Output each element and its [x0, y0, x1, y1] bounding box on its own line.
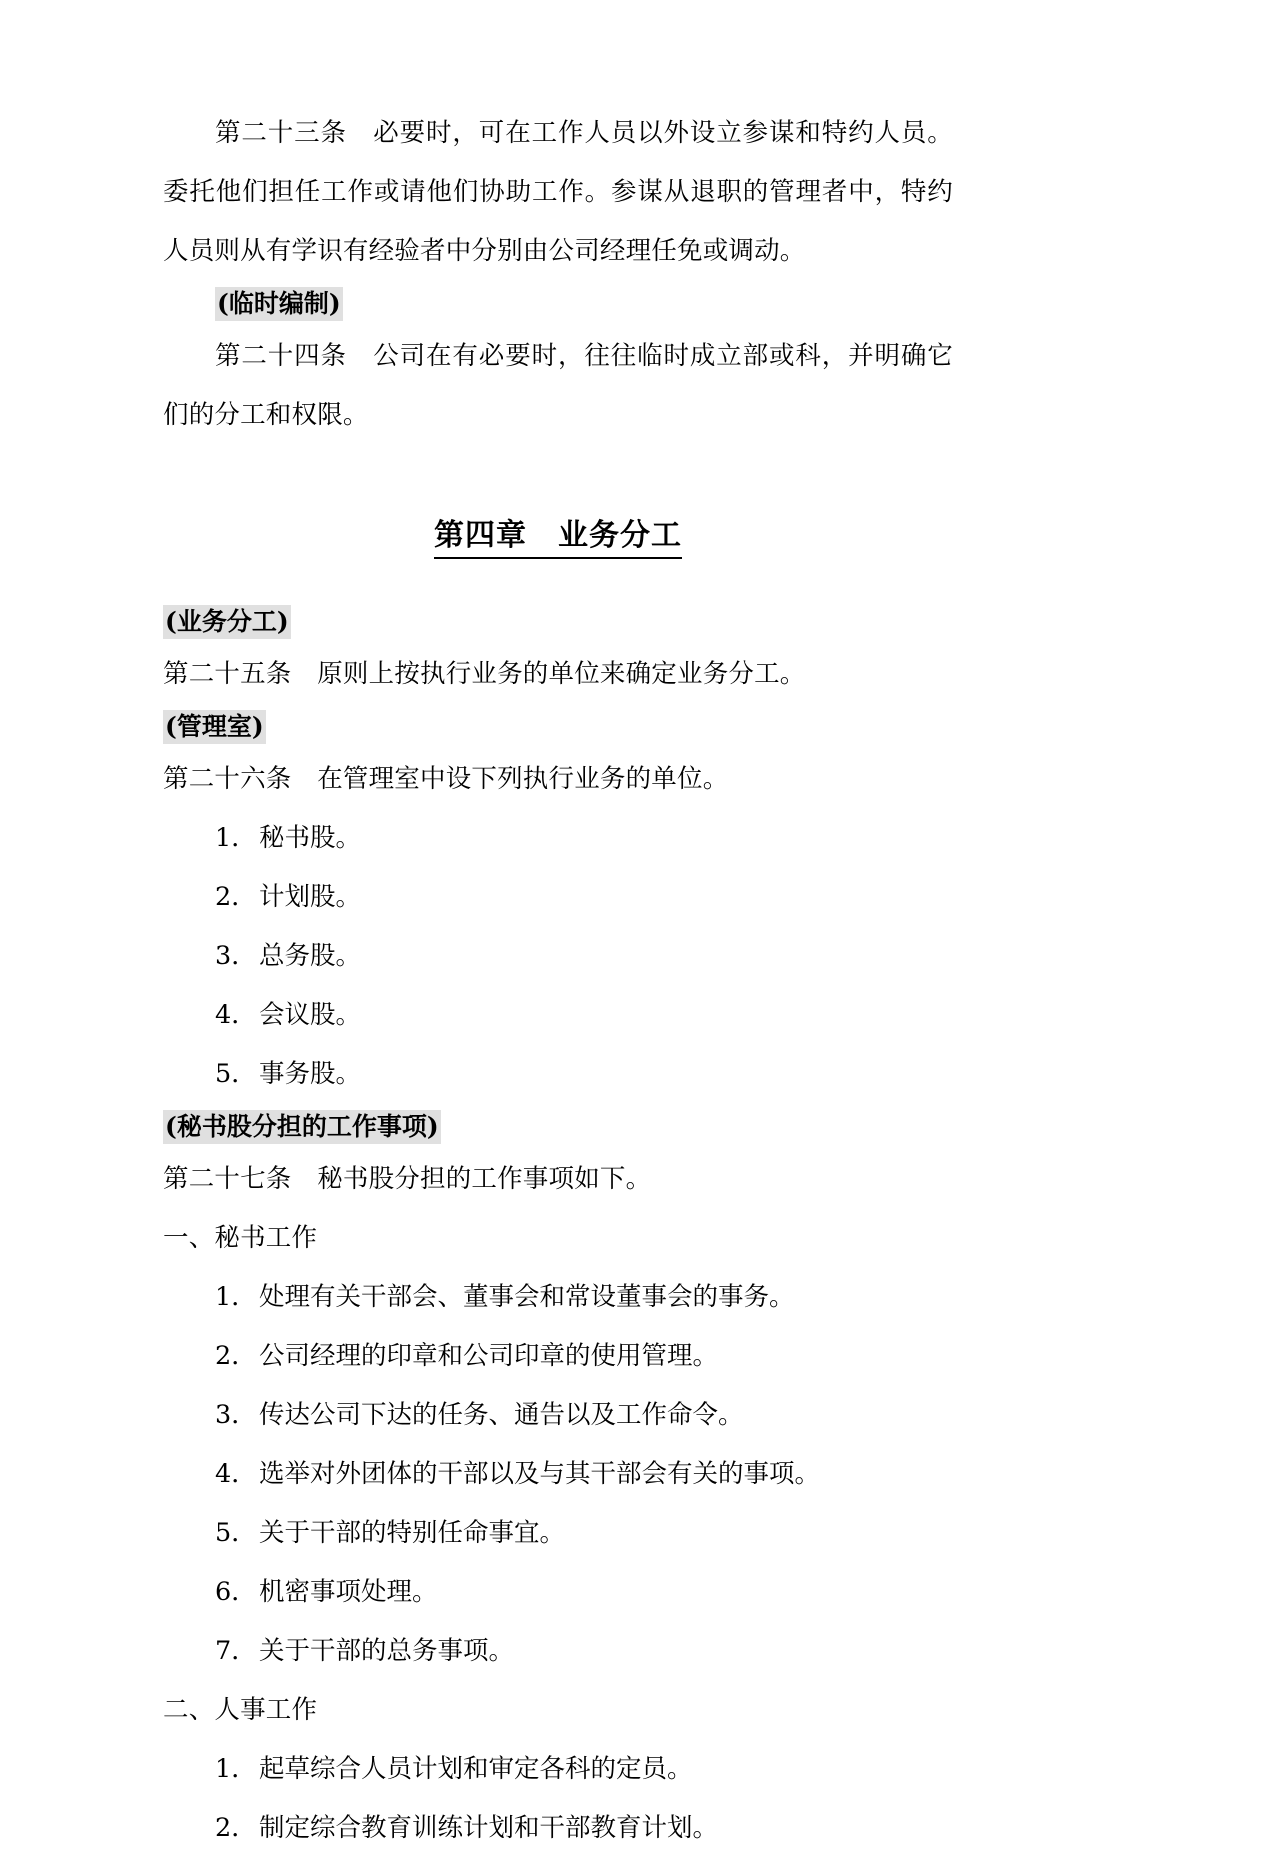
article-paragraph-23: 第二十三条 必要时，可在工作人员以外设立参谋和特约人员。委托他们担任工作或请他们协助工作。参谋从退职的管理者中，特约人员则从有学识有经验者中分别由公司经理任免或调动。 — [163, 118, 953, 266]
list-item — [163, 1445, 953, 1504]
list-item-label: 机密事项处理。 — [259, 1577, 438, 1607]
section-label-text: (业务分工) — [163, 605, 291, 639]
list-item — [163, 1386, 953, 1445]
section-label-temporary-organization — [163, 281, 953, 327]
list-item — [163, 1563, 953, 1622]
list-item-number: 1． — [215, 1282, 257, 1312]
list-item-number: 2． — [215, 1341, 257, 1371]
list-item-number: 6． — [215, 1577, 257, 1607]
list-item-label: 传达公司下达的任务、通告以及工作命令。 — [259, 1400, 744, 1430]
article-paragraph-24: 第二十四条 公司在有必要时，往往临时成立部或科，并明确它们的分工和权限。 — [163, 341, 953, 430]
list-item-label: 会议股。 — [259, 1000, 362, 1030]
list-item — [163, 927, 953, 986]
list-item — [163, 868, 953, 927]
list-item-number: 3． — [215, 941, 257, 971]
list-item-number: 2． — [215, 1813, 257, 1843]
list-item-number: 5． — [215, 1059, 257, 1089]
list-item — [163, 809, 953, 868]
section-label-text: (管理室) — [163, 710, 266, 744]
list-item — [163, 1740, 953, 1799]
list-item-label: 公司经理的印章和公司印章的使用管理。 — [259, 1341, 719, 1371]
list-item-label: 事务股。 — [259, 1059, 362, 1089]
list-item-label: 计划股。 — [259, 882, 362, 912]
list-item-label: 秘书股。 — [259, 823, 362, 853]
list-item — [163, 986, 953, 1045]
list-item-label: 关于干部的总务事项。 — [259, 1636, 515, 1666]
list-item — [163, 1504, 953, 1563]
subsection-heading-personnel-work: 二、人事工作 — [163, 1695, 318, 1725]
list-item-label: 关于干部的特别任命事宜。 — [259, 1518, 566, 1548]
list-item-number: 1． — [215, 823, 257, 853]
list-item-label: 制定综合教育训练计划和干部教育计划。 — [259, 1813, 719, 1843]
article-paragraph-27: 第二十七条 秘书股分担的工作事项如下。 — [163, 1164, 652, 1194]
section-label-text: (临时编制) — [215, 287, 343, 321]
list-item-number: 4． — [215, 1459, 257, 1489]
list-item-label: 总务股。 — [259, 941, 362, 971]
chapter-heading-text: 第四章 业务分工 — [434, 518, 682, 559]
list-item-label: 处理有关干部会、董事会和常设董事会的事务。 — [259, 1282, 795, 1312]
chapter-spacer-above — [163, 445, 953, 513]
list-item-number: 7． — [215, 1636, 257, 1666]
section-label-secretary-duties — [163, 1104, 953, 1150]
subsection-heading-secretary-work: 一、秘书工作 — [163, 1223, 318, 1253]
list-item — [163, 1799, 953, 1858]
section-label-text: (秘书股分担的工作事项) — [163, 1110, 441, 1144]
list-item-number: 2． — [215, 882, 257, 912]
list-item — [163, 1327, 953, 1386]
list-item — [163, 1045, 953, 1104]
chapter-spacer-below — [163, 559, 953, 599]
section-label-management-office — [163, 704, 953, 750]
article-paragraph-26: 第二十六条 在管理室中设下列执行业务的单位。 — [163, 764, 729, 794]
document-body — [163, 104, 953, 1858]
list-item — [163, 1622, 953, 1681]
list-item-number: 3． — [215, 1400, 257, 1430]
list-item-number: 5． — [215, 1518, 257, 1548]
list-item-label: 选举对外团体的干部以及与其干部会有关的事项。 — [259, 1459, 821, 1489]
section-label-business-division — [163, 599, 953, 645]
list-item-number: 4． — [215, 1000, 257, 1030]
article-paragraph-25: 第二十五条 原则上按执行业务的单位来确定业务分工。 — [163, 659, 806, 689]
list-item — [163, 1268, 953, 1327]
list-item-number: 1． — [215, 1754, 257, 1784]
list-item-label: 起草综合人员计划和审定各科的定员。 — [259, 1754, 693, 1784]
chapter-heading — [163, 513, 953, 559]
